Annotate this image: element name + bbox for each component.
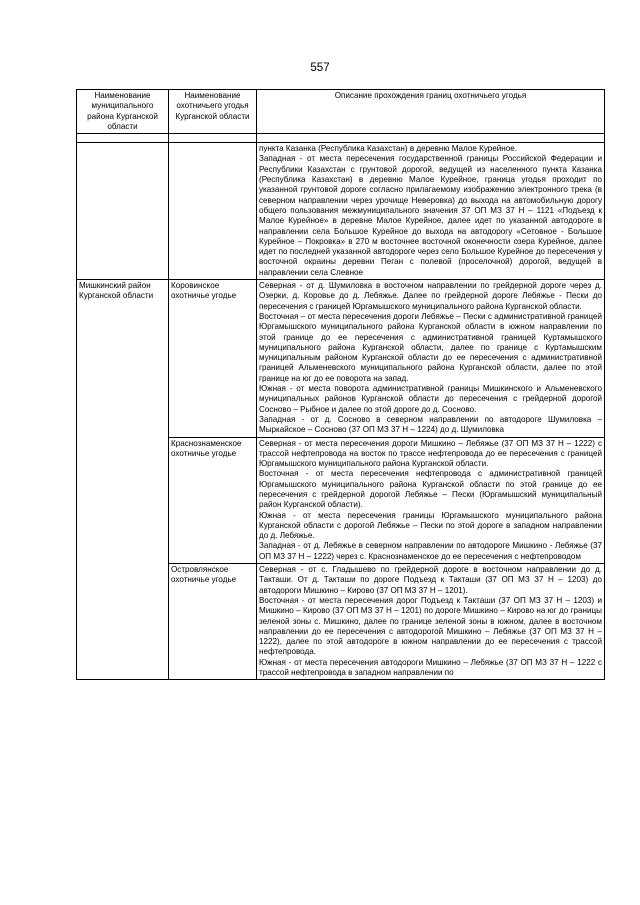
boundary-description-cell xyxy=(257,280,605,437)
hunting-ground-name: Коровинское охотничье угодье xyxy=(169,280,257,437)
description-paragraph: Восточная - от места пересечения нефтепровода с административной границей Юргамышского муниципального района Курганской области по этой границе до ее пересечения с грейдерной дорогой Лебяжье – Пески (Юргамышский муниципальный район Курганской области). xyxy=(259,469,602,510)
hunting-ground-name: Островлянское охотничье угодье xyxy=(169,564,257,680)
description-paragraph: пункта Казанка (Республика Казахстан) в деревню Малое Курейное. xyxy=(259,144,518,154)
description-paragraph: Западная - от места пересечения государственной границы Российской Федерации и Республики Казахстан с грунтовой дорогой, ведущей из населенного пункта Казанка (Республика Казахстан) в деревню Малое Курейное, граница угодья проходит по указанной грунтовой дороге согласно прилагаемому изображению электронного трека (в северном направлении через урочище Неверовка) до выхода на автомобильную дорогу общего пользования межмуниципального значения 37 ОП МЗ 37 Н – 1121 «Подъезд к Малое Курейное» в деревне Малое Курейное, далее идет по указанной автодороге в направлении села Большое Курейное до выхода на автодорогу «Сетовное - Большое Курейное – Покровка» в 270 м восточнее восточной оконечности озера Курейное, далее идет по последней указанной автодороге через село Большое Курейное до пересечения у восточной окраины деревни Пеган с полевой (проселочной) дорогой, ведущей в направлении села Слевное xyxy=(259,154,602,277)
district-cell: Мишкинский район Курганской области xyxy=(77,280,169,680)
header-hunting-ground: Наименование охотничьего угодья Курганской области xyxy=(169,90,257,134)
continuation-district-cell xyxy=(77,143,169,280)
description-paragraph: Восточная – от места пересечения дороги Лебяжье – Пески с административной границей Юргамышского муниципального района Курганской области в южном направлении по этой границе до ее пересечения с административной границей Куртамышского муниципального района Курганской области, далее по границе с Куртамышским муниципальным районом Курганской области до ее пересечения с административной границей Альменевского муниципального района Курганской области, далее по этой границе на юг до ее поворота на запад. xyxy=(259,311,602,383)
description-paragraph: Западная - от д. Лебяжье в северном направлении по автодороге Мишкино - Лебяжье (37 ОП МЗ 37 Н – 1222) через с. Краснознаменское до ее пересечения с нефтепроводом xyxy=(259,541,602,561)
page-number: 557 xyxy=(310,62,330,74)
continuation-ground-cell xyxy=(169,143,257,280)
hunting-ground-name: Краснознаменское охотничье угодье xyxy=(169,437,257,564)
boundary-description-cell xyxy=(257,564,605,680)
description-paragraph: Южная - от места пересечения автодороги Мишкино – Лебяжье (37 ОП МЗ 37 Н – 1222 с трассой нефтепровода в западном направлении по xyxy=(259,657,602,678)
hunting-grounds-table xyxy=(76,89,605,680)
table-header-row xyxy=(77,90,605,134)
description-paragraph: Северная - от д. Шумиловка в восточном направлении по грейдерной дороге через д. Озерки, д. Коровье до д. Лебяжье. Далее по грейдерной дороге Лебяжье - Пески до пересечения с границей Юргамышского муниципального района Курганской области. xyxy=(259,281,602,311)
header-description: Описание прохождения границ охотничьего угодья xyxy=(257,90,605,134)
table-row xyxy=(77,280,605,437)
boundary-description-cell xyxy=(257,437,605,564)
description-paragraph: Западная - от д. Сосново в северном направлении по автодороге Шумиловка – Мыркайское – Сосново (37 ОП МЗ 37 Н – 1224) до д. Шумиловка xyxy=(259,414,602,435)
description-paragraph: Южная - от места поворота административной границы Мишкинского и Альменевского муниципальных районов Курганской области до пересечения с грейдерной дорогой Сосново – Рыбное и далее по этой дороге до д. Сосново. xyxy=(259,384,602,414)
description-paragraph: Восточная - от места пересечения дорог Подъезд к Такташи (37 ОП МЗ 37 Н – 1203) и Мишкино – Кирово (37 ОП МЗ 37 Н – 1201) по дороге Мишкино – Кирово на юг до границы зеленой зоны с. Мишкино, далее по границе зеленой зоны в южном, далее в восточном направлении до ее пересечения с автодорогой Мишкино – Лебяжье (37 ОП МЗ 37 Н – 1222), далее по этой автодороге в южном направлении до ее пересечения с трассой нефтепровода. xyxy=(259,595,602,657)
description-paragraph: Северная - от с. Гладышево по грейдерной дороге в восточном направлении до д. Такташи. От д. Такташи по дороге Подъезд к Такташи (37 ОП МЗ 37 Н – 1203) до автодороги Мишкино – Кирово (37 ОП МЗ 37 Н – 1201). xyxy=(259,565,602,595)
spacer-row xyxy=(77,134,605,143)
description-paragraph: Северная - от места пересечения дороги Мишкино – Лебяжье (37 ОП МЗ 37 Н – 1222) с трассой нефтепровода на восток по трассе нефтепровода до ее пересечения с границей Юргамышского муниципального района Курганской области. xyxy=(259,438,602,469)
description-paragraph: Южная - от места пересечения границы Юргамышского муниципального района Курганской области с дорогой Лебяжье – Пески по этой дороге в западном направлении до д. Лебяжье. xyxy=(259,510,602,541)
continuation-description-cell xyxy=(257,143,605,280)
continuation-row xyxy=(77,143,605,280)
header-district: Наименование муниципального района Курганской области xyxy=(77,90,169,134)
